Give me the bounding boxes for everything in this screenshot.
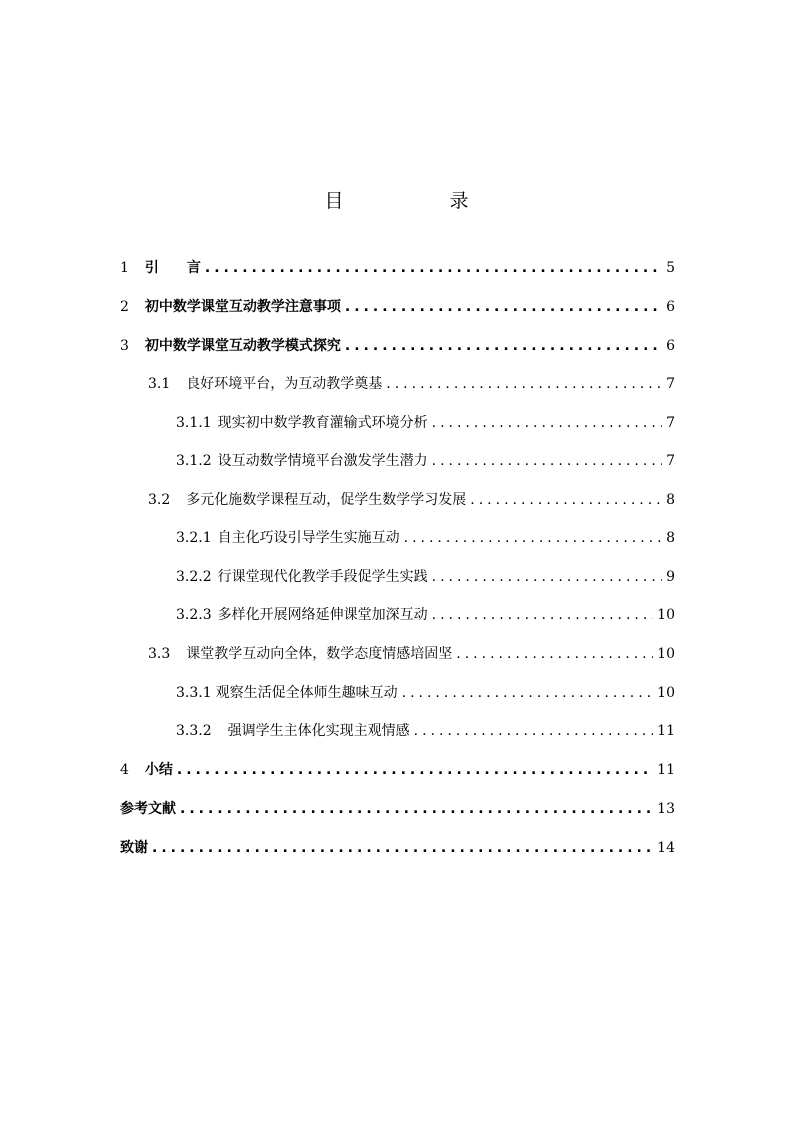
toc-page: 10 [657, 607, 675, 623]
toc-leader [345, 336, 662, 356]
toc-leader [345, 297, 662, 317]
toc-leader [180, 799, 653, 819]
toc-leader [414, 721, 654, 741]
toc-leader [386, 374, 662, 394]
toc-entry-3-2-1[interactable] [176, 528, 675, 548]
toc-number: 3.2.2 [176, 569, 212, 585]
toc-label: 多元化施数学课程互动，促学生数学学习发展 [186, 492, 467, 508]
toc-number: 3.3.1 [176, 685, 212, 701]
toc-entry-4[interactable] [120, 760, 675, 780]
toc-number: 3.1.2 [176, 453, 212, 469]
toc-label: 小结 [144, 762, 173, 778]
toc-label: 良好环境平台，为互动教学奠基 [186, 376, 383, 392]
toc-page: 11 [657, 762, 675, 778]
toc-leader [432, 413, 662, 433]
toc-label: 引 言 [144, 260, 201, 276]
toc-entry-acknowledgements[interactable] [120, 838, 675, 858]
toc-page: 10 [657, 646, 675, 662]
toc-leader [402, 683, 654, 703]
toc-number: 3.1 [148, 376, 171, 392]
toc-leader [432, 605, 654, 625]
toc-entry-3-3[interactable] [148, 644, 675, 664]
toc-entry-2[interactable] [120, 297, 675, 317]
toc-entry-3-1-1[interactable] [176, 413, 675, 433]
toc-label: 初中数学课堂互动教学注意事项 [144, 299, 341, 315]
toc-label: 致谢 [120, 840, 148, 856]
toc-entry-3-3-2[interactable] [176, 721, 675, 741]
toc-number: 3.3 [148, 646, 171, 662]
toc-leader [456, 644, 653, 664]
toc-page: 8 [666, 492, 675, 508]
toc-page: 14 [657, 840, 675, 856]
toc-page: 6 [666, 299, 675, 315]
toc-page: 7 [666, 376, 675, 392]
toc-number: 3.3.2 [176, 723, 212, 739]
page-title: 目 录 [324, 190, 519, 212]
toc-number: 3.2.3 [176, 607, 212, 623]
toc-number: 4 [120, 762, 129, 778]
toc-number: 1 [120, 260, 129, 276]
toc-page: 11 [657, 723, 675, 739]
toc-page: 9 [666, 569, 675, 585]
toc-page: 7 [666, 415, 675, 431]
toc-label: 行课堂现代化教学手段促学生实践 [217, 569, 428, 585]
toc-entry-3-1[interactable] [148, 374, 675, 394]
toc-leader [432, 451, 662, 471]
toc-page: 5 [666, 260, 675, 276]
toc-page: 8 [666, 530, 675, 546]
toc-leader [432, 567, 662, 587]
toc-leader [205, 258, 662, 278]
toc-entry-3-3-1[interactable] [176, 683, 675, 703]
toc-label: 课堂教学互动向全体，数学态度情感培固坚 [186, 646, 453, 662]
toc-number: 3.1.1 [176, 415, 212, 431]
toc-page: 13 [657, 801, 675, 817]
toc-leader [177, 760, 653, 780]
toc-entry-3-2[interactable] [148, 490, 675, 510]
toc-page: 6 [666, 338, 675, 354]
toc-label: 多样化开展网络延伸课堂加深互动 [217, 607, 428, 623]
toc-number: 3.2.1 [176, 530, 212, 546]
toc-entry-3-2-3[interactable] [176, 605, 675, 625]
toc-page: 7 [666, 453, 675, 469]
toc-label: 观察生活促全体师生趣味互动 [215, 685, 398, 701]
toc-label: 设互动数学情境平台激发学生潜力 [217, 453, 428, 469]
toc-number: 3.2 [148, 492, 171, 508]
toc-label: 现实初中数学教育灌输式环境分析 [217, 415, 428, 431]
toc-label: 参考文献 [120, 801, 176, 817]
toc-leader [152, 838, 653, 858]
toc-entry-1[interactable] [120, 258, 675, 278]
toc-number: 2 [120, 299, 129, 315]
toc-entry-3[interactable] [120, 336, 675, 356]
toc-entry-3-2-2[interactable] [176, 567, 675, 587]
toc-label: 初中数学课堂互动教学模式探究 [144, 338, 341, 354]
toc-leader [470, 490, 662, 510]
toc-leader [404, 528, 662, 548]
toc-label: 自主化巧设引导学生实施互动 [217, 530, 400, 546]
toc-number: 3 [120, 338, 129, 354]
toc-label: 强调学生主体化实现主观情感 [227, 723, 410, 739]
toc-page: 10 [657, 685, 675, 701]
toc-entry-references[interactable] [120, 799, 675, 819]
toc-entry-3-1-2[interactable] [176, 451, 675, 471]
